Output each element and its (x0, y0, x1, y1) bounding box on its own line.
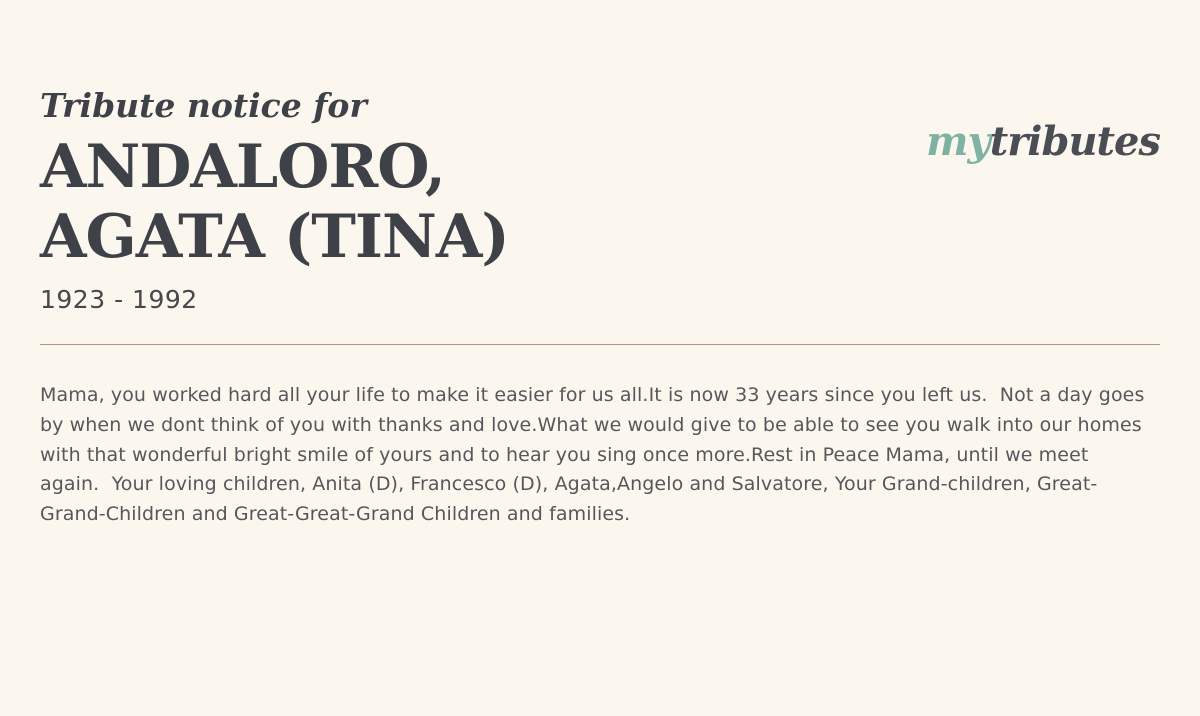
life-years: 1923 - 1992 (40, 285, 198, 315)
divider (40, 344, 1160, 345)
tribute-message: Mama, you worked hard all your life to make it easier for us all.It is now 33 years since you left us. Not a day goes by when we dont think of you with thanks and love.What we would give to be able to see you walk into our homes with that wonderful bright smile of yours and to hear you sing once more.Rest in Peace Mama, until we meet again. Your loving children, Anita (D), Francesco (D), Agata,Angelo and Salvatore, Your Grand-children, Great-Grand-Children and Great-Great-Grand Children and families. (40, 384, 1151, 525)
tribute-card (0, 86, 1200, 716)
logo-part-tributes: tributes (989, 118, 1160, 165)
tribute-notice-label: Tribute notice for (40, 86, 367, 125)
deceased-name: ANDALORO, AGATA (TINA) (40, 131, 509, 273)
mytributes-logo[interactable] (926, 120, 1160, 164)
logo-part-my: my (926, 118, 990, 165)
